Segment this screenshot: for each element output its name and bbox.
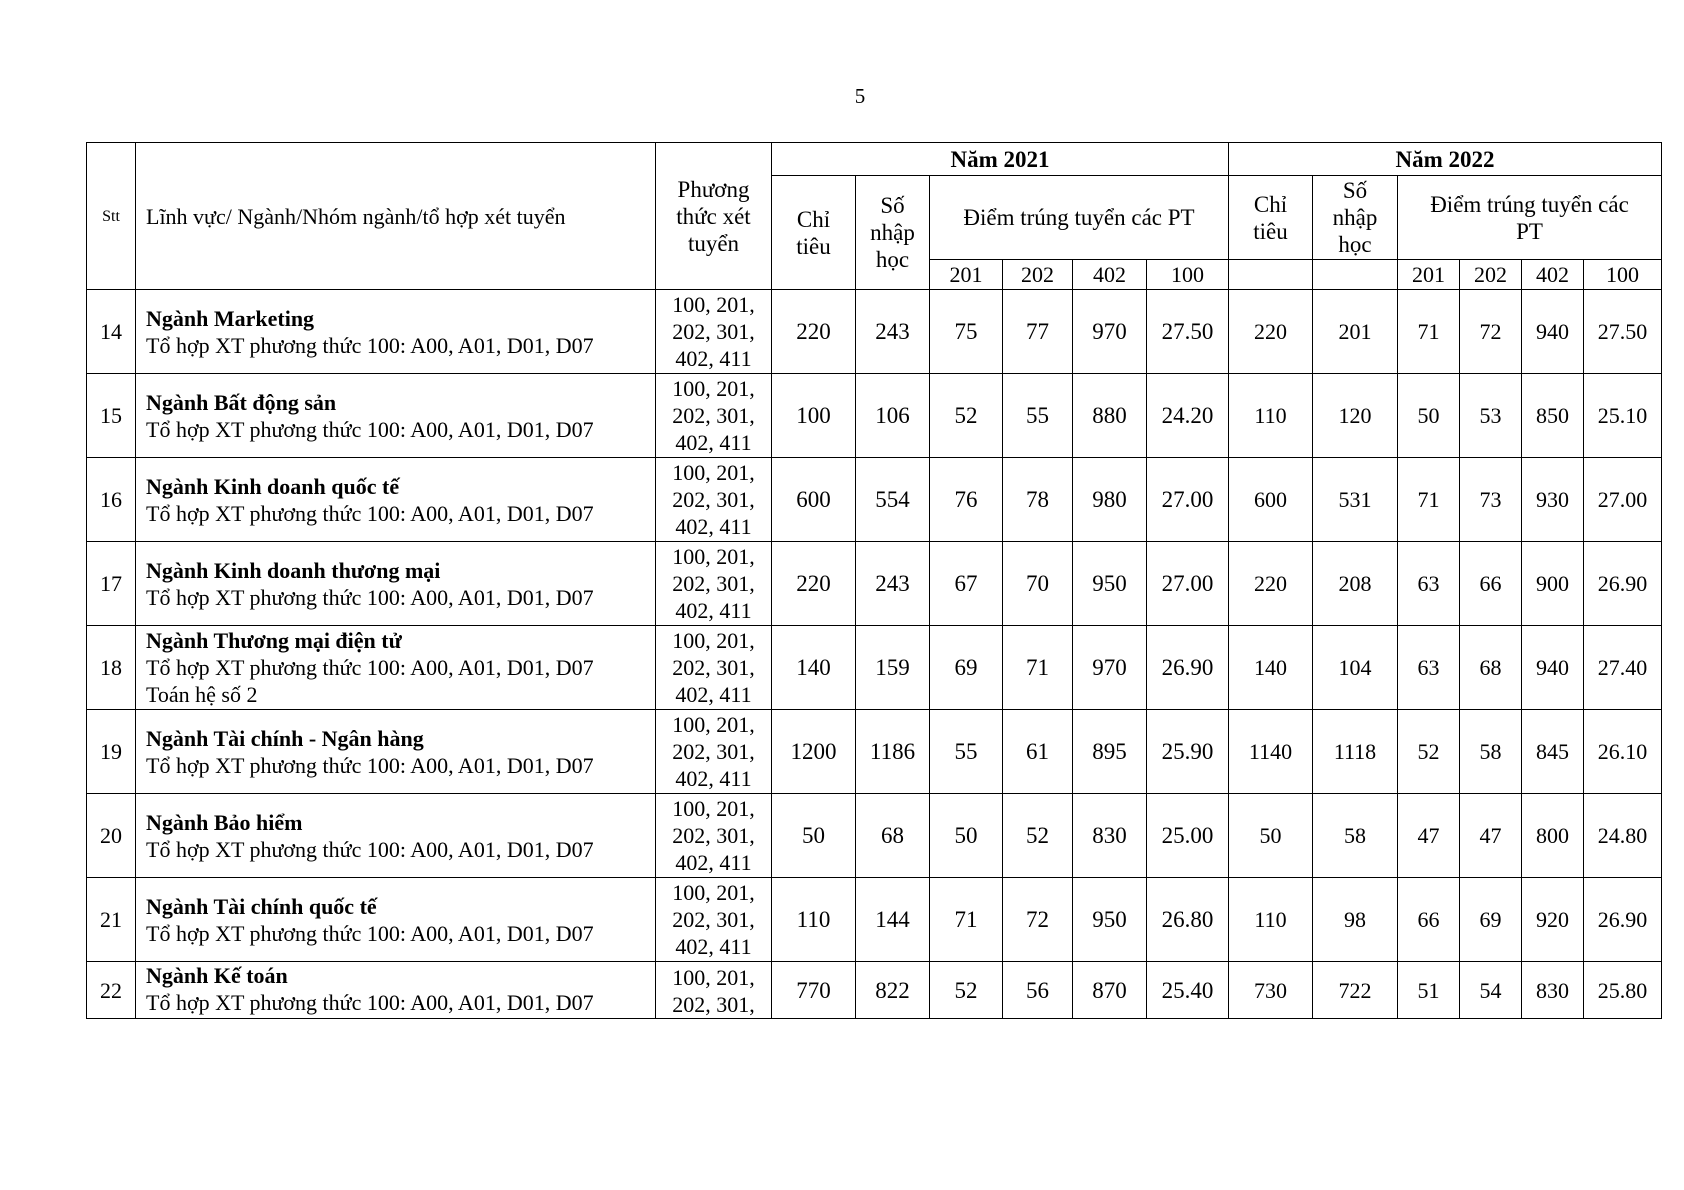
row-stt: 19 [87, 710, 136, 794]
row-stt: 20 [87, 794, 136, 878]
header-scores-line: Điểm trúng tuyển các [1430, 191, 1629, 217]
2022-enrolled: 98 [1313, 878, 1398, 962]
2021-score-402: 970 [1073, 626, 1147, 710]
major-name: Ngành Marketing [146, 305, 315, 331]
row-methods [656, 290, 772, 374]
header-scores-line: PT [1516, 218, 1543, 244]
row-methods [656, 710, 772, 794]
header-method-201: 201 [1398, 260, 1460, 290]
major-name: Ngành Bảo hiểm [146, 809, 303, 835]
header-enrolled-line: Số [1342, 178, 1368, 203]
2022-score-402: 930 [1522, 458, 1584, 542]
method-line: 100, 201, [672, 460, 755, 485]
2021-enrolled: 106 [856, 374, 930, 458]
method-line: 100, 201, [672, 880, 755, 905]
row-stt: 16 [87, 458, 136, 542]
2021-score-100: 27.00 [1147, 542, 1229, 626]
header-method-100: 100 [1147, 260, 1229, 290]
header-quota-2021 [772, 176, 856, 290]
2021-score-202: 55 [1003, 374, 1073, 458]
2022-score-201: 50 [1398, 374, 1460, 458]
row-stt: 17 [87, 542, 136, 626]
row-field [136, 626, 656, 710]
method-line: 202, 301, [672, 403, 755, 428]
2021-score-201: 71 [930, 878, 1003, 962]
2022-quota: 110 [1229, 374, 1313, 458]
2021-score-402: 980 [1073, 458, 1147, 542]
row-field [136, 290, 656, 374]
major-name: Ngành Bất động sản [146, 389, 337, 415]
2022-score-202: 68 [1460, 626, 1522, 710]
2022-score-402: 940 [1522, 290, 1584, 374]
method-line: 100, 201, [672, 965, 755, 990]
row-stt: 15 [87, 374, 136, 458]
2022-score-100: 26.90 [1584, 542, 1662, 626]
2022-quota: 140 [1229, 626, 1313, 710]
header-method-402: 402 [1522, 260, 1584, 290]
header-enrolled-line: học [1338, 232, 1372, 257]
2022-score-402: 920 [1522, 878, 1584, 962]
2021-score-201: 52 [930, 374, 1003, 458]
2022-quota: 220 [1229, 542, 1313, 626]
2021-score-100: 25.40 [1147, 962, 1229, 1019]
table-row [87, 710, 1662, 794]
2022-score-202: 58 [1460, 710, 1522, 794]
2021-score-402: 895 [1073, 710, 1147, 794]
header-year-2022: Năm 2022 [1229, 143, 1662, 176]
table-row [87, 374, 1662, 458]
2021-quota: 100 [772, 374, 856, 458]
2022-score-201: 51 [1398, 962, 1460, 1019]
2021-score-100: 27.00 [1147, 458, 1229, 542]
2021-score-201: 69 [930, 626, 1003, 710]
2021-score-202: 70 [1003, 542, 1073, 626]
2021-enrolled: 1186 [856, 710, 930, 794]
2022-score-402: 850 [1522, 374, 1584, 458]
2022-enrolled: 201 [1313, 290, 1398, 374]
2021-score-202: 56 [1003, 962, 1073, 1019]
header-quota-line: Chỉ [796, 206, 831, 232]
row-field [136, 962, 656, 1019]
method-line: 100, 201, [672, 376, 755, 401]
table-row [87, 542, 1662, 626]
2022-quota: 50 [1229, 794, 1313, 878]
2021-score-100: 24.20 [1147, 374, 1229, 458]
method-line: 402, 411 [675, 514, 752, 539]
2021-enrolled: 554 [856, 458, 930, 542]
method-line: 402, 411 [675, 850, 752, 875]
2021-score-201: 55 [930, 710, 1003, 794]
method-line: 202, 301, [672, 655, 755, 680]
method-line: 202, 301, [672, 319, 755, 344]
2022-score-402: 830 [1522, 962, 1584, 1019]
2022-enrolled: 58 [1313, 794, 1398, 878]
row-stt: 18 [87, 626, 136, 710]
2022-score-202: 66 [1460, 542, 1522, 626]
2021-score-201: 75 [930, 290, 1003, 374]
2021-quota: 110 [772, 878, 856, 962]
header-enrolled-line: nhập [870, 220, 915, 245]
2021-enrolled: 68 [856, 794, 930, 878]
2021-quota: 770 [772, 962, 856, 1019]
2021-score-402: 950 [1073, 542, 1147, 626]
header-enrolled-line: nhập [1332, 205, 1378, 230]
2021-score-100: 26.90 [1147, 626, 1229, 710]
2022-score-201: 71 [1398, 458, 1460, 542]
table-body [87, 290, 1662, 1019]
2022-score-202: 47 [1460, 794, 1522, 878]
2022-score-100: 27.50 [1584, 290, 1662, 374]
2021-score-100: 25.90 [1147, 710, 1229, 794]
2022-score-100: 25.80 [1584, 962, 1662, 1019]
row-field [136, 374, 656, 458]
header-quota-line: Chỉ [1253, 191, 1288, 217]
combination-text: Tổ hợp XT phương thức 100: A00, A01, D01, D07 [146, 332, 594, 358]
2021-quota: 220 [772, 542, 856, 626]
combination-text: Tổ hợp XT phương thức 100: A00, A01, D01, D07 [146, 584, 594, 610]
header-field: Lĩnh vực/ Ngành/Nhóm ngành/tổ hợp xét tuyển [136, 143, 656, 290]
row-methods [656, 374, 772, 458]
header-enrolled-2022-blank [1313, 260, 1398, 290]
2022-score-100: 26.10 [1584, 710, 1662, 794]
method-line: 100, 201, [672, 712, 755, 737]
table-row [87, 626, 1662, 710]
row-field [136, 458, 656, 542]
2022-enrolled: 1118 [1313, 710, 1398, 794]
method-line: 100, 201, [672, 292, 755, 317]
2022-score-100: 27.40 [1584, 626, 1662, 710]
row-methods [656, 626, 772, 710]
2021-score-100: 27.50 [1147, 290, 1229, 374]
header-method-201: 201 [930, 260, 1003, 290]
2021-enrolled: 159 [856, 626, 930, 710]
2021-score-100: 25.00 [1147, 794, 1229, 878]
2021-score-402: 830 [1073, 794, 1147, 878]
method-line: 202, 301, [672, 907, 755, 932]
table-row [87, 794, 1662, 878]
2022-enrolled: 208 [1313, 542, 1398, 626]
2021-enrolled: 243 [856, 290, 930, 374]
2021-enrolled: 822 [856, 962, 930, 1019]
2022-quota: 730 [1229, 962, 1313, 1019]
method-line: 402, 411 [675, 934, 752, 959]
2021-quota: 140 [772, 626, 856, 710]
2022-enrolled: 722 [1313, 962, 1398, 1019]
2022-score-100: 26.90 [1584, 878, 1662, 962]
table-row [87, 962, 1662, 1019]
2021-score-202: 72 [1003, 878, 1073, 962]
header-method-202: 202 [1003, 260, 1073, 290]
method-line: 202, 301, [672, 571, 755, 596]
header-method-100: 100 [1584, 260, 1662, 290]
2022-score-202: 73 [1460, 458, 1522, 542]
row-field [136, 878, 656, 962]
2021-score-100: 26.80 [1147, 878, 1229, 962]
2022-quota: 220 [1229, 290, 1313, 374]
combination-text: Tổ hợp XT phương thức 100: A00, A01, D01, D07 [146, 416, 594, 442]
header-method-line: tuyển [687, 230, 740, 256]
row-field [136, 794, 656, 878]
2021-score-402: 970 [1073, 290, 1147, 374]
major-name: Ngành Tài chính quốc tế [146, 893, 377, 919]
method-line: 202, 301, [672, 823, 755, 848]
2022-enrolled: 104 [1313, 626, 1398, 710]
header-enrolled-line: học [875, 247, 910, 272]
2021-score-201: 52 [930, 962, 1003, 1019]
2022-score-402: 900 [1522, 542, 1584, 626]
combination-text: Tổ hợp XT phương thức 100: A00, A01, D01, D07 [146, 836, 594, 862]
method-line: 100, 201, [672, 796, 755, 821]
2021-score-202: 77 [1003, 290, 1073, 374]
header-scores-2021: Điểm trúng tuyển các PT [930, 176, 1229, 260]
page-number: 5 [854, 84, 866, 108]
2022-enrolled: 120 [1313, 374, 1398, 458]
2022-quota: 110 [1229, 878, 1313, 962]
2021-score-202: 78 [1003, 458, 1073, 542]
major-name: Ngành Thương mại điện tử [146, 628, 402, 653]
method-line: 402, 411 [675, 682, 752, 707]
2022-score-201: 71 [1398, 290, 1460, 374]
row-stt: 22 [87, 962, 136, 1019]
row-methods [656, 458, 772, 542]
header-year-2021: Năm 2021 [772, 143, 1229, 176]
2022-score-201: 47 [1398, 794, 1460, 878]
2022-score-201: 52 [1398, 710, 1460, 794]
row-methods [656, 878, 772, 962]
header-method-line: Phương [677, 176, 750, 202]
2022-score-202: 54 [1460, 962, 1522, 1019]
2021-quota: 600 [772, 458, 856, 542]
2022-score-201: 63 [1398, 626, 1460, 710]
2021-score-402: 880 [1073, 374, 1147, 458]
table-row [87, 290, 1662, 374]
2022-score-201: 66 [1398, 878, 1460, 962]
header-enrolled-2021 [856, 176, 930, 290]
2022-enrolled: 531 [1313, 458, 1398, 542]
2021-score-202: 52 [1003, 794, 1073, 878]
header-enrolled-2022 [1313, 176, 1398, 260]
header-method-402: 402 [1073, 260, 1147, 290]
major-name: Ngành Kinh doanh thương mại [146, 557, 441, 583]
header-quota-2022 [1229, 176, 1313, 260]
2021-enrolled: 243 [856, 542, 930, 626]
method-line: 402, 411 [675, 346, 752, 371]
method-line: 202, 301, [672, 992, 755, 1017]
row-stt: 21 [87, 878, 136, 962]
2022-score-402: 940 [1522, 626, 1584, 710]
combination-text: Tổ hợp XT phương thức 100: A00, A01, D01, D07 [146, 990, 594, 1015]
header-quota-line: tiêu [1253, 218, 1288, 244]
method-line: 402, 411 [675, 766, 752, 791]
table-row [87, 458, 1662, 542]
table-row [87, 878, 1662, 962]
combination-text: Tổ hợp XT phương thức 100: A00, A01, D01, D07 [146, 500, 594, 526]
2022-quota: 600 [1229, 458, 1313, 542]
2022-score-402: 800 [1522, 794, 1584, 878]
2021-score-201: 50 [930, 794, 1003, 878]
2021-score-201: 67 [930, 542, 1003, 626]
header-quota-2022-blank [1229, 260, 1313, 290]
header-method [656, 143, 772, 290]
header-scores-2022 [1398, 176, 1662, 260]
2022-score-100: 27.00 [1584, 458, 1662, 542]
2021-enrolled: 144 [856, 878, 930, 962]
2021-score-402: 950 [1073, 878, 1147, 962]
row-stt: 14 [87, 290, 136, 374]
2022-score-202: 72 [1460, 290, 1522, 374]
2021-score-202: 61 [1003, 710, 1073, 794]
method-line: 100, 201, [672, 544, 755, 569]
header-quota-line: tiêu [796, 233, 831, 259]
2021-quota: 1200 [772, 710, 856, 794]
2021-score-402: 870 [1073, 962, 1147, 1019]
2022-score-202: 53 [1460, 374, 1522, 458]
2021-score-201: 76 [930, 458, 1003, 542]
row-field [136, 710, 656, 794]
method-line: 202, 301, [672, 487, 755, 512]
combination-text: Tổ hợp XT phương thức 100: A00, A01, D01, D07 [146, 655, 594, 680]
header-method-line: thức xét [676, 203, 751, 229]
table-header [87, 143, 1662, 290]
2021-score-202: 71 [1003, 626, 1073, 710]
header-enrolled-line: Số [880, 193, 905, 218]
2022-score-100: 24.80 [1584, 794, 1662, 878]
2022-score-202: 69 [1460, 878, 1522, 962]
2021-quota: 50 [772, 794, 856, 878]
header-method-202: 202 [1460, 260, 1522, 290]
method-line: 100, 201, [672, 628, 755, 653]
major-name: Ngành Kinh doanh quốc tế [146, 473, 400, 499]
row-field [136, 542, 656, 626]
2022-quota: 1140 [1229, 710, 1313, 794]
row-methods [656, 542, 772, 626]
combination-text: Tổ hợp XT phương thức 100: A00, A01, D01, D07 [146, 920, 594, 946]
header-stt: Stt [87, 143, 136, 290]
method-line: 402, 411 [675, 430, 752, 455]
2022-score-402: 845 [1522, 710, 1584, 794]
admissions-table [86, 142, 1662, 1019]
combination-text: Tổ hợp XT phương thức 100: A00, A01, D01, D07 [146, 752, 594, 778]
major-name: Ngành Kế toán [146, 963, 288, 988]
row-methods [656, 962, 772, 1019]
2021-quota: 220 [772, 290, 856, 374]
major-note: Toán hệ số 2 [146, 682, 258, 707]
method-line: 202, 301, [672, 739, 755, 764]
2022-score-100: 25.10 [1584, 374, 1662, 458]
major-name: Ngành Tài chính - Ngân hàng [146, 725, 424, 751]
method-line: 402, 411 [675, 598, 752, 623]
2022-score-201: 63 [1398, 542, 1460, 626]
row-methods [656, 794, 772, 878]
